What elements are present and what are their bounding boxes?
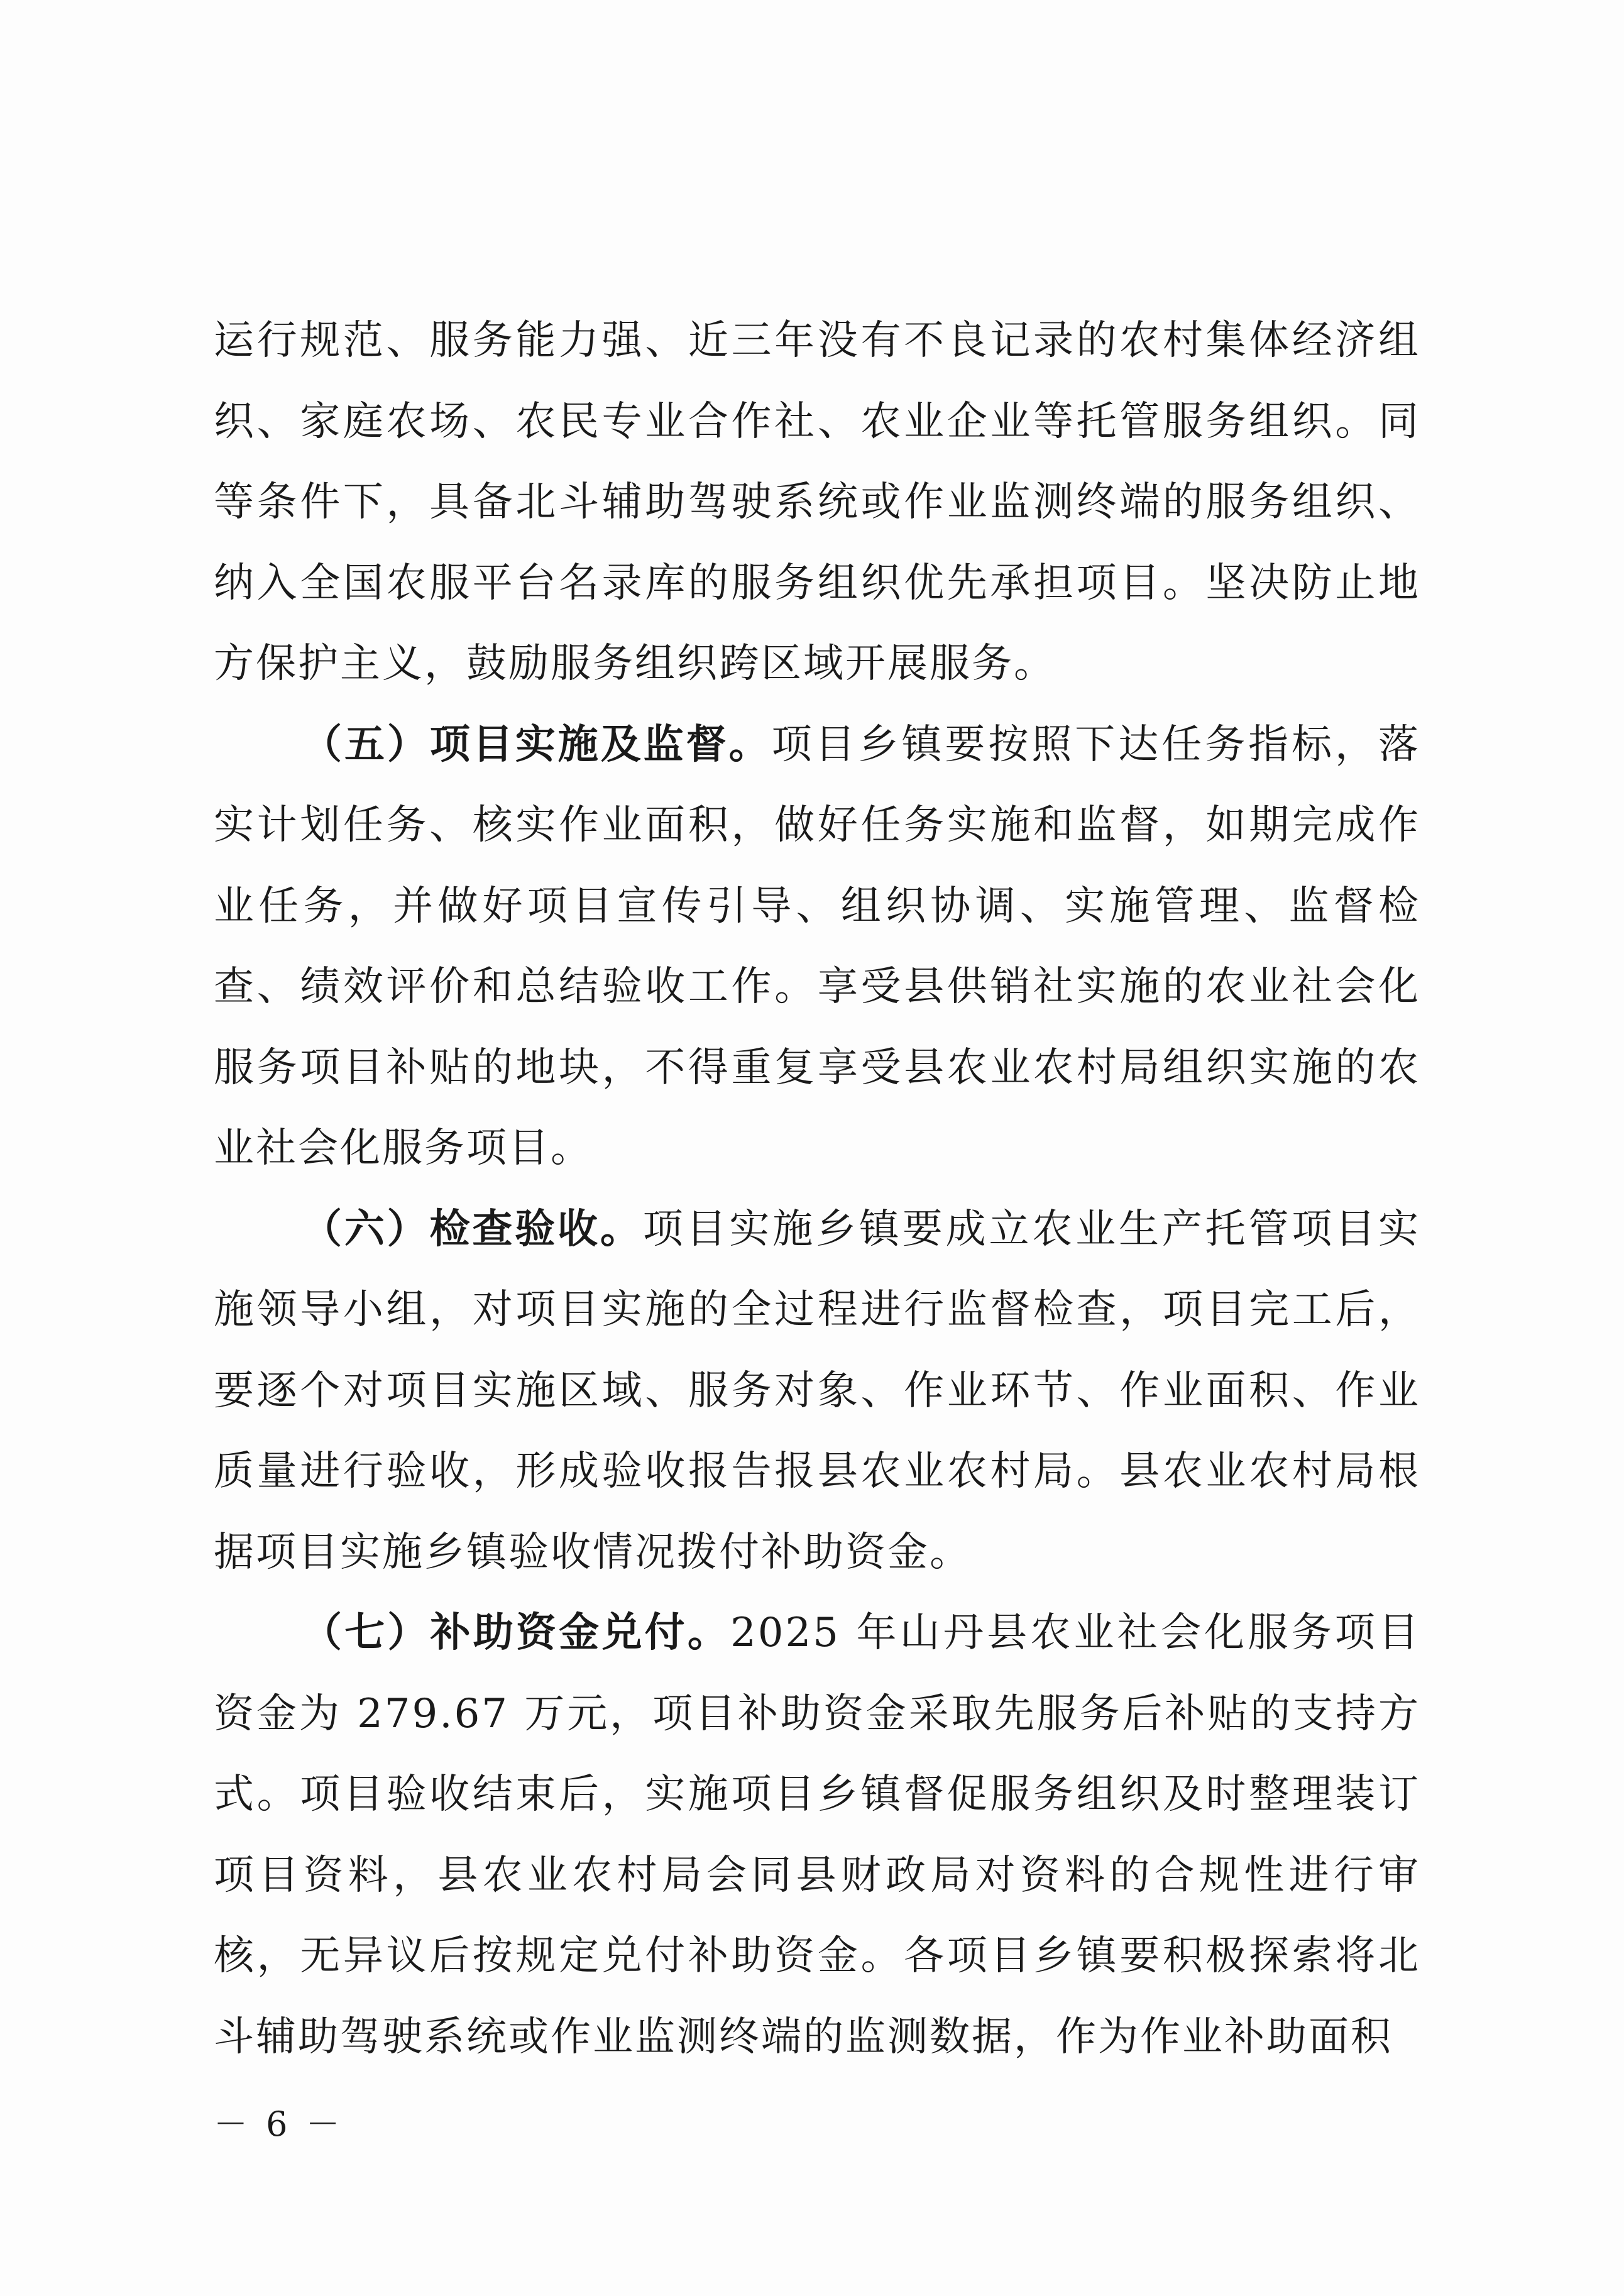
paragraph-section-5	[214, 705, 1420, 1189]
section-heading: （六）检查验收。	[302, 1206, 643, 1253]
paragraph-text: 项目乡镇要按照下达任务指标，落实计划任务、核实作业面积，做好任务实施和监督，如期完成作业任务，并做好项目宣传引导、组织协调、实施管理、监督检查、绩效评价和总结验收工作。享受县供销社实施的农业社会化服务项目补贴的地块，不得重复享受县农业农村局组织实施的农业社会化服务项目。	[214, 721, 1421, 1172]
paragraph-continuation	[214, 300, 1420, 705]
paragraph-section-7	[214, 1593, 1420, 2077]
page-number: － 6 －	[214, 2104, 344, 2144]
paragraph-section-6	[214, 1189, 1420, 1593]
paragraph-text: 2025 年山丹县农业社会化服务项目资金为 279.67 万元，项目补助资金采取先服务后补贴的支持方式。项目验收结束后，实施项目乡镇督促服务组织及时整理装订项目资料，县农业农村局会同县财政局对资料的合规性进行审核，无异议后按规定兑付补助资金。各项目乡镇要积极探索将北斗辅助驾驶系统或作业监测终端的监测数据，作为作业补助面积	[214, 1610, 1420, 2060]
section-heading: （五）项目实施及监督。	[302, 721, 772, 768]
document-body	[214, 300, 1420, 2077]
paragraph-text: 项目实施乡镇要成立农业生产托管项目实施领导小组，对项目实施的全过程进行监督检查，项目完工后，要逐个对项目实施区域、服务对象、作业环节、作业面积、作业质量进行验收，形成验收报告报县农业农村局。县农业农村局根据项目实施乡镇验收情况拨付补助资金。	[214, 1206, 1421, 1576]
section-heading: （七）补助资金兑付。	[302, 1610, 731, 1656]
paragraph-text: 运行规范、服务能力强、近三年没有不良记录的农村集体经济组织、家庭农场、农民专业合作社、农业企业等托管服务组织。同等条件下，具备北斗辅助驾驶系统或作业监测终端的服务组织、纳入全国农服平台名录库的服务组织优先承担项目。坚决防止地方保护主义，鼓励服务组织跨区域开展服务。	[214, 317, 1420, 687]
